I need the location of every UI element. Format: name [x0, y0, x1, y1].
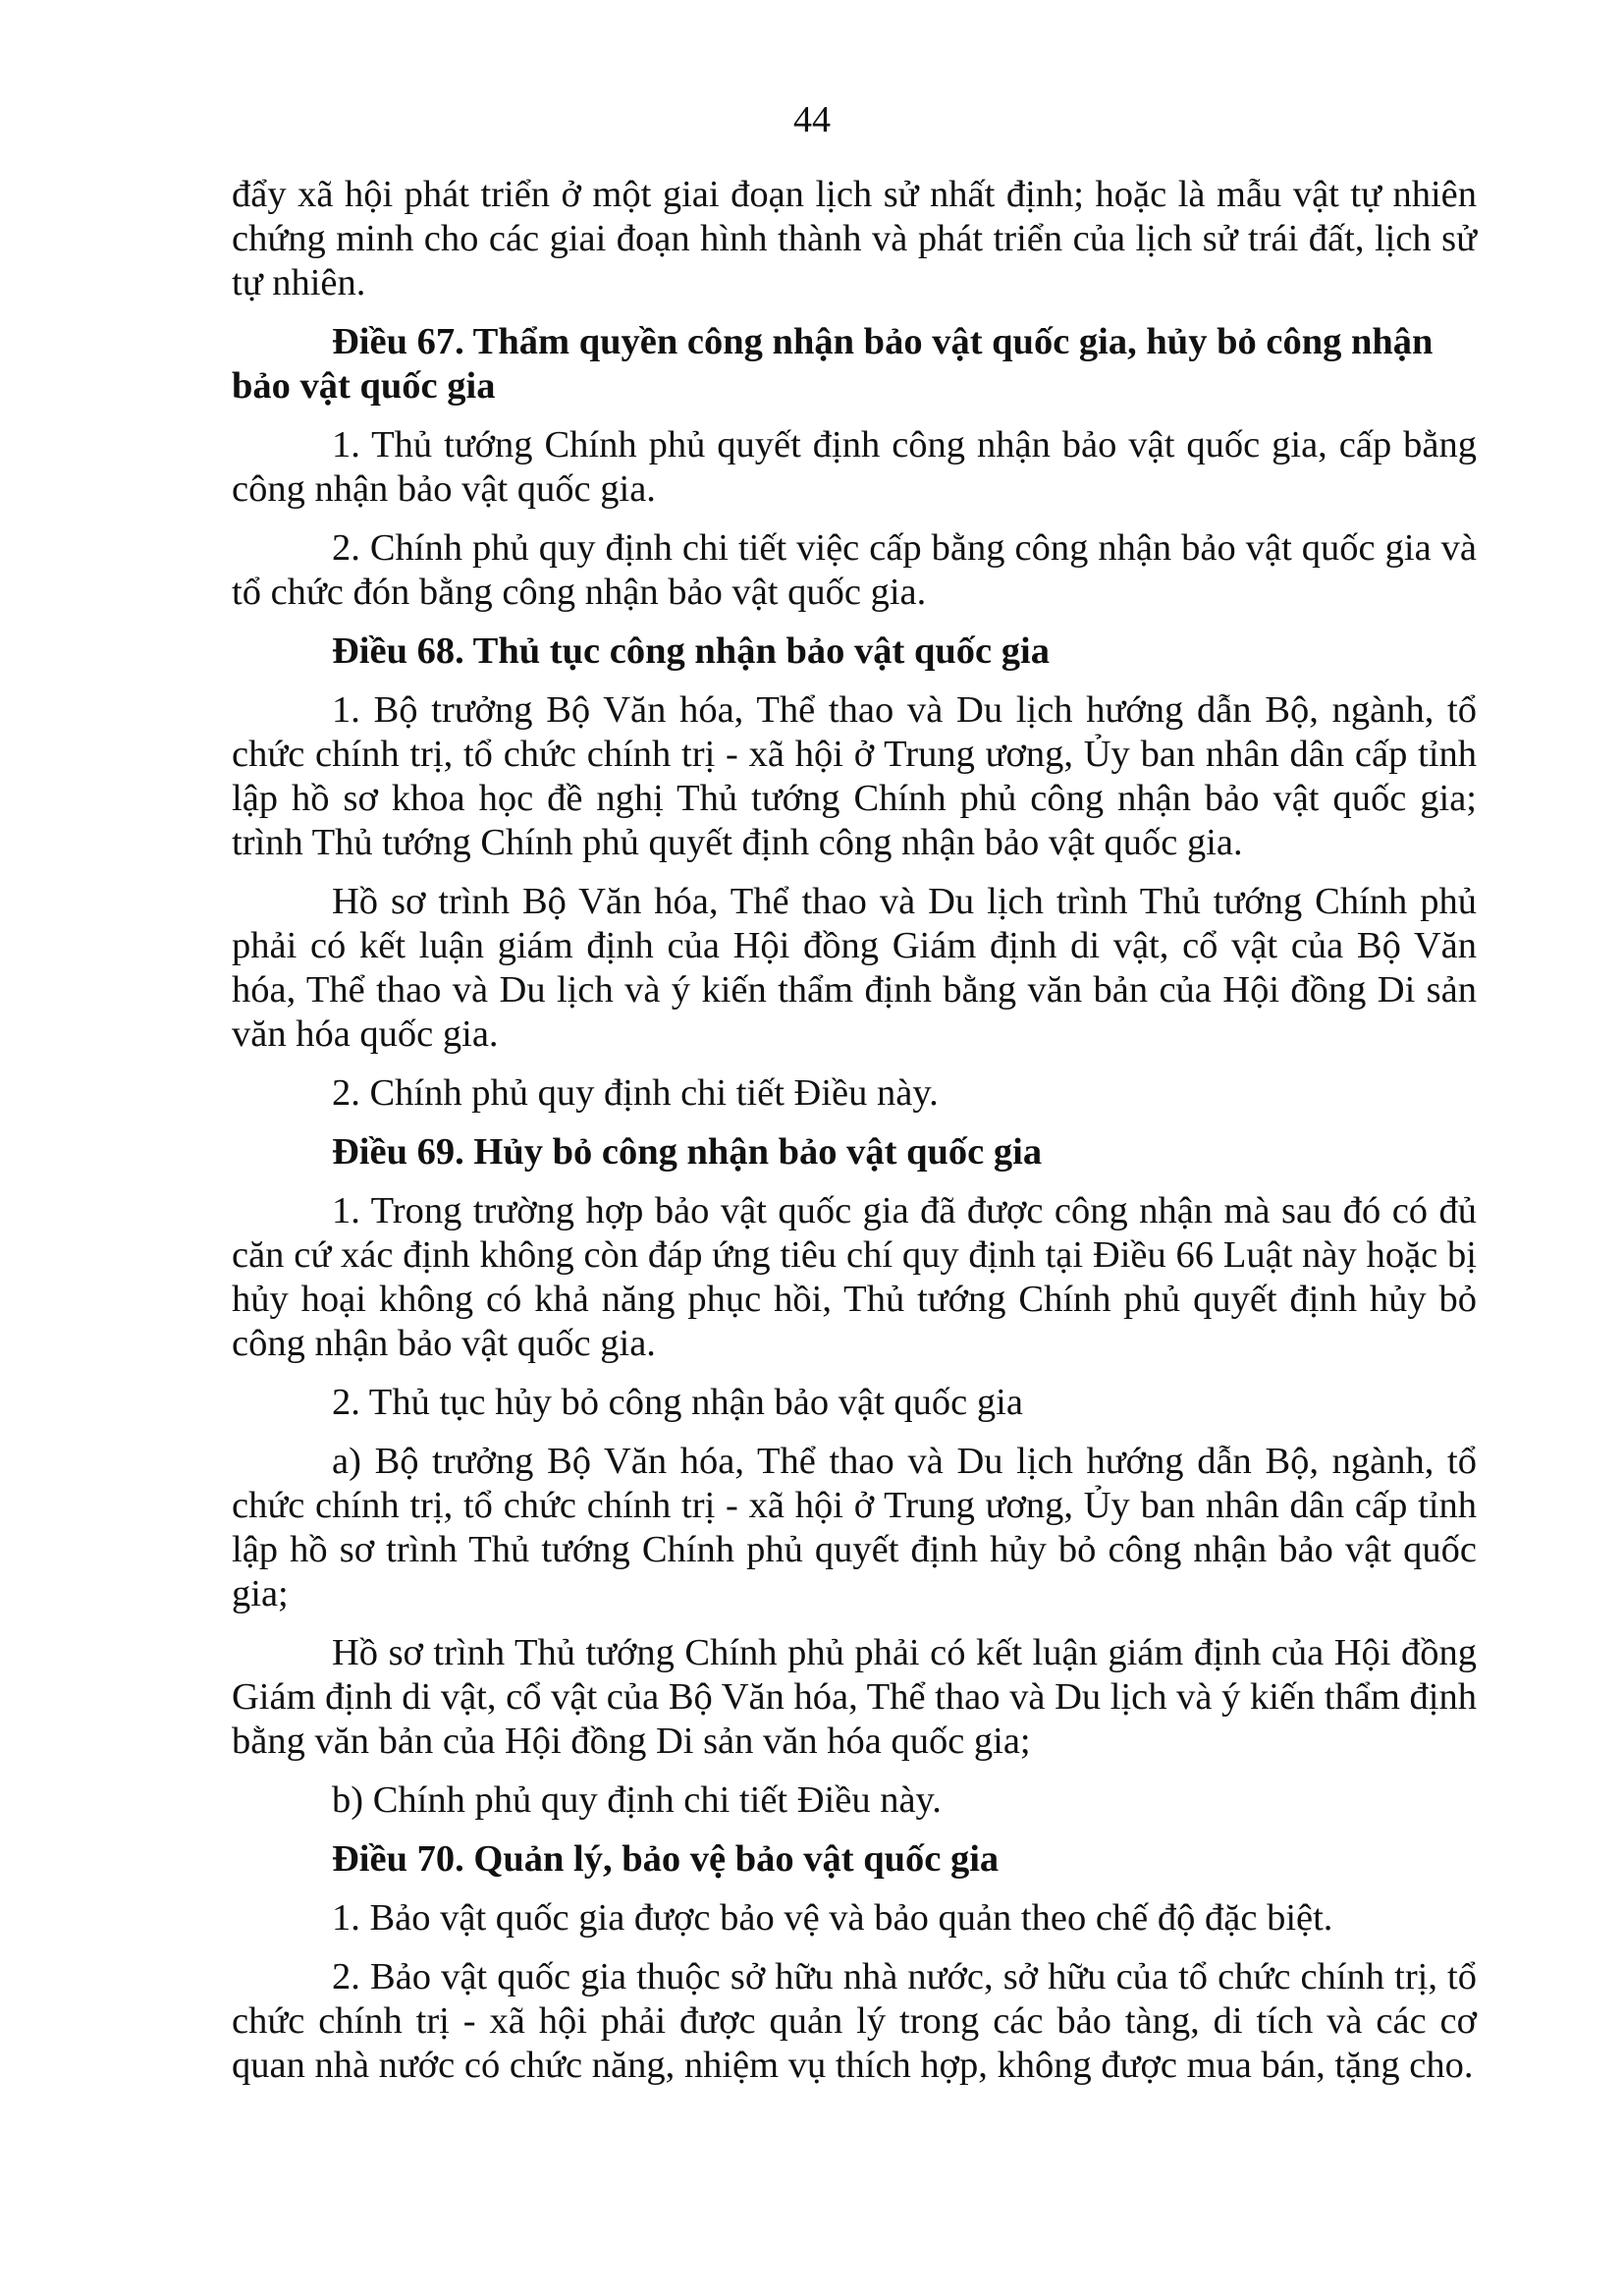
article-67-clause-2: 2. Chính phủ quy định chi tiết việc cấp bằng công nhận bảo vật quốc gia và tổ chức đón bằng công nhận bảo vật quốc gia.: [232, 527, 1477, 613]
article-70-clause-2: 2. Bảo vật quốc gia thuộc sở hữu nhà nước, sở hữu của tổ chức chính trị, tổ chức chính trị - xã hội phải được quản lý trong các bảo tàng, di tích và các cơ quan nhà nước có chức năng, nhiệm vụ thích hợp, không được mua bán, tặng cho.: [232, 1956, 1477, 2086]
document-body: [232, 173, 1477, 2088]
article-68-clause-1: 1. Bộ trưởng Bộ Văn hóa, Thể thao và Du lịch hướng dẫn Bộ, ngành, tổ chức chính trị, tổ chức chính trị - xã hội ở Trung ương, Ủy ban nhân dân cấp tỉnh lập hồ sơ khoa học đề nghị Thủ tướng Chính phủ công nhận bảo vật quốc gia; trình Thủ tướng Chính phủ quyết định công nhận bảo vật quốc gia.: [232, 689, 1477, 863]
article-67-clause-1: 1. Thủ tướng Chính phủ quyết định công nhận bảo vật quốc gia, cấp bằng công nhận bảo vật quốc gia.: [232, 424, 1477, 510]
article-69-heading: Điều 69. Hủy bỏ công nhận bảo vật quốc gia: [332, 1131, 1043, 1173]
article-68-heading: Điều 68. Thủ tục công nhận bảo vật quốc gia: [332, 630, 1050, 672]
article-69-clause-1: 1. Trong trường hợp bảo vật quốc gia đã được công nhận mà sau đó có đủ căn cứ xác định không còn đáp ứng tiêu chí quy định tại Điều 66 Luật này hoặc bị hủy hoại không có khả năng phục hồi, Thủ tướng Chính phủ quyết định hủy bỏ công nhận bảo vật quốc gia.: [232, 1190, 1477, 1364]
article-69-clause-2-point-a: a) Bộ trưởng Bộ Văn hóa, Thể thao và Du lịch hướng dẫn Bộ, ngành, tổ chức chính trị, tổ chức chính trị - xã hội ở Trung ương, Ủy ban nhân dân cấp tỉnh lập hồ sơ trình Thủ tướng Chính phủ quyết định hủy bỏ công nhận bảo vật quốc gia;: [232, 1441, 1477, 1614]
article-69-clause-2-point-b: b) Chính phủ quy định chi tiết Điều này.: [332, 1779, 942, 1821]
article-70-clause-1: 1. Bảo vật quốc gia được bảo vệ và bảo quản theo chế độ đặc biệt.: [332, 1897, 1333, 1939]
article-70-heading: Điều 70. Quản lý, bảo vệ bảo vật quốc gia: [332, 1838, 1000, 1880]
article-68-clause-1-dossier: Hồ sơ trình Bộ Văn hóa, Thể thao và Du lịch trình Thủ tướng Chính phủ phải có kết luận giám định của Hội đồng Giám định di vật, cổ vật của Bộ Văn hóa, Thể thao và Du lịch và ý kiến thẩm định bằng văn bản của Hội đồng Di sản văn hóa quốc gia.: [232, 881, 1477, 1055]
article-68-clause-2: 2. Chính phủ quy định chi tiết Điều này.: [332, 1072, 939, 1114]
page-number: 44: [793, 99, 831, 140]
paragraph-continued: đẩy xã hội phát triển ở một giai đoạn lịch sử nhất định; hoặc là mẫu vật tự nhiên chứng minh cho các giai đoạn hình thành và phát triển của lịch sử trái đất, lịch sử tự nhiên.: [232, 174, 1477, 303]
article-69-clause-2-dossier: Hồ sơ trình Thủ tướng Chính phủ phải có kết luận giám định của Hội đồng Giám định di vật, cổ vật của Bộ Văn hóa, Thể thao và Du lịch và ý kiến thẩm định bằng văn bản của Hội đồng Di sản văn hóa quốc gia;: [232, 1632, 1477, 1762]
article-69-clause-2: 2. Thủ tục hủy bỏ công nhận bảo vật quốc gia: [332, 1382, 1023, 1423]
article-67-heading: Điều 67. Thẩm quyền công nhận bảo vật quốc gia, hủy bỏ công nhận bảo vật quốc gia: [232, 321, 1434, 407]
